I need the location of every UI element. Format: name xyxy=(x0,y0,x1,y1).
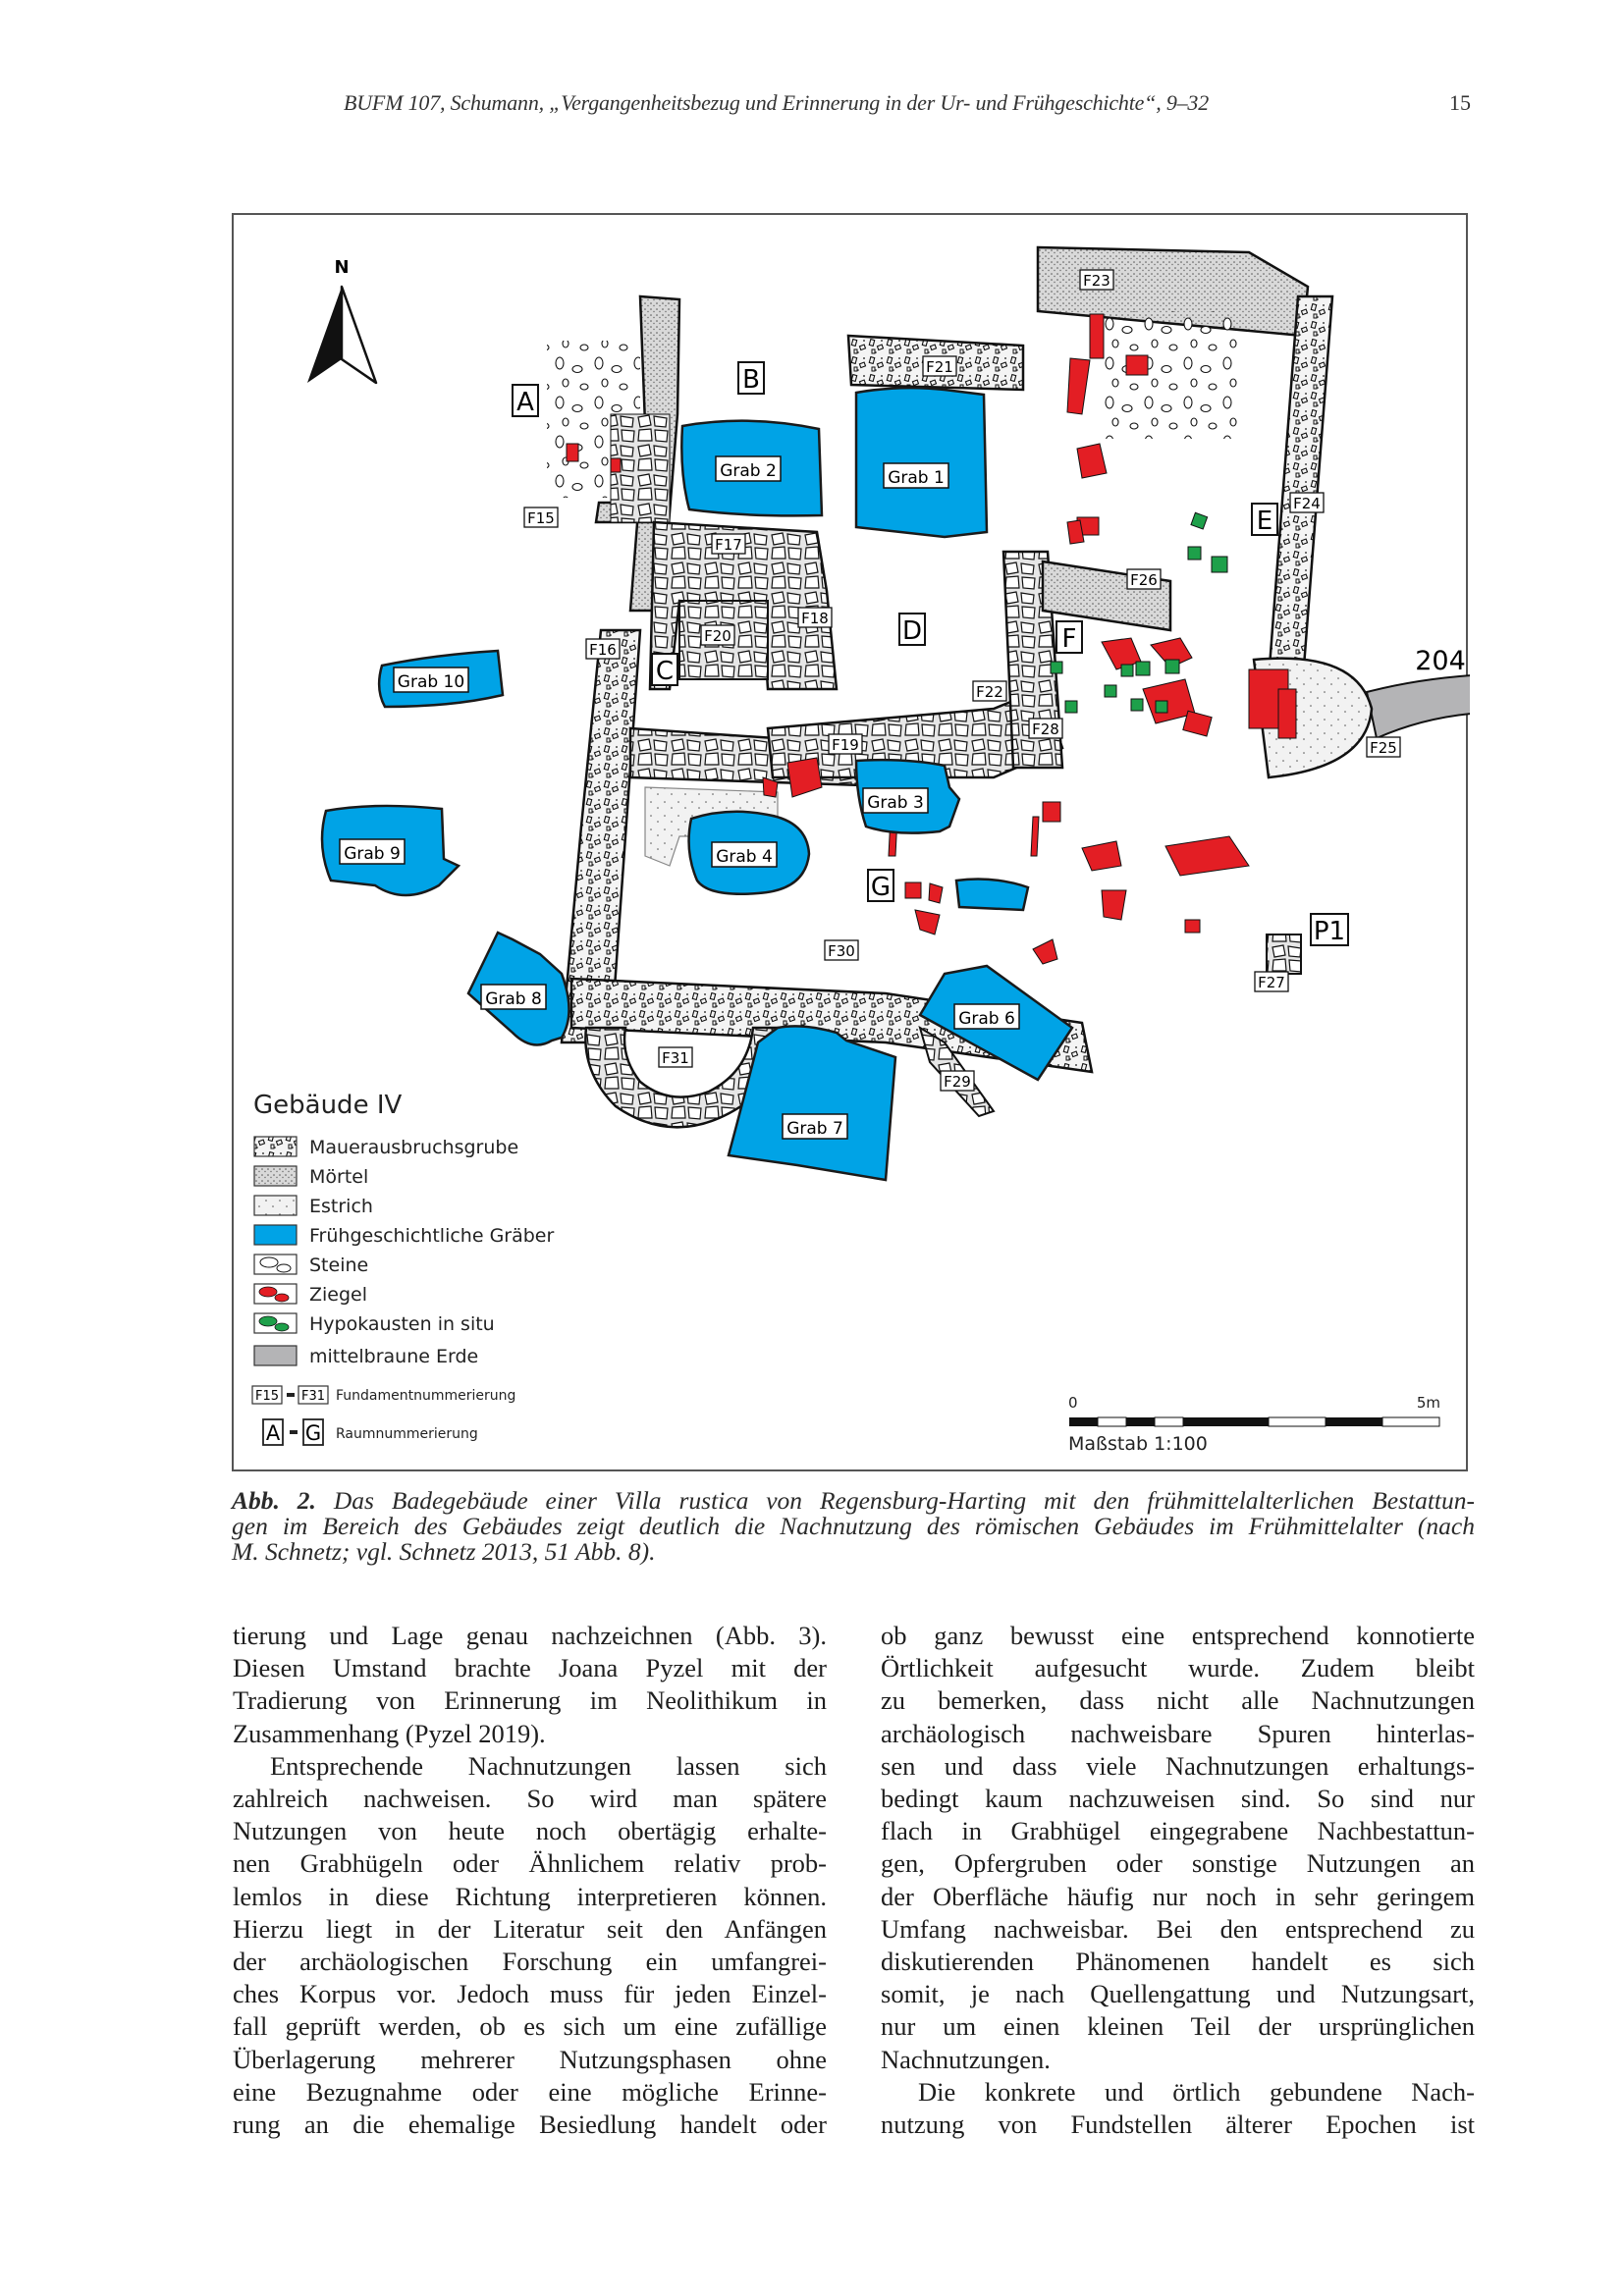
body-line: Überlagerung mehrerer Nutzungsphasen ohne xyxy=(233,2044,827,2074)
svg-text:B: B xyxy=(742,365,760,395)
grave-7-label xyxy=(783,1114,847,1139)
grave-3-label xyxy=(863,788,928,813)
legend-foundation-range xyxy=(252,1386,515,1404)
legend-label: mittelbraune Erde xyxy=(309,1346,479,1367)
f23-label xyxy=(1080,270,1113,290)
room-c-label xyxy=(652,654,677,686)
svg-text:F16: F16 xyxy=(589,641,617,659)
svg-text:F18: F18 xyxy=(801,610,829,627)
room-a-label xyxy=(513,385,538,417)
grave-2-label xyxy=(716,456,781,481)
body-line: Die konkrete und örtlich gebundene Nach- xyxy=(918,2076,1475,2107)
caption-line-2: gen im Bereich des Gebäudes zeigt deutlich die Nachnutzung des römischen Gebäudes im Frühmittelalter (nach xyxy=(232,1512,1475,1540)
figure-caption xyxy=(232,1488,1475,1565)
site-plan-map xyxy=(234,215,1470,1473)
legend-swatch-erde xyxy=(254,1346,297,1365)
body-line: rung an die ehemalige Besiedlung handelt oder xyxy=(233,2109,827,2140)
svg-text:G: G xyxy=(304,1421,322,1445)
f15-label xyxy=(524,507,558,527)
legend-label: Estrich xyxy=(309,1196,373,1217)
caption-line-3: M. Schnetz; vgl. Schnetz 2013, 51 Abb. 8). xyxy=(232,1537,656,1566)
f28-label xyxy=(1029,719,1062,738)
svg-text:F15: F15 xyxy=(254,1389,280,1404)
legend-swatch-ziegel xyxy=(254,1284,297,1304)
grave-4-label xyxy=(712,842,777,867)
f17-label xyxy=(712,534,745,554)
f22-label xyxy=(973,681,1006,701)
legend-title: Gebäude IV xyxy=(253,1091,403,1120)
body-line: bedingt kaum nachzuweisen sind. So sind nur xyxy=(881,1784,1475,1814)
grave-9-label xyxy=(340,839,405,864)
svg-text:F17: F17 xyxy=(715,536,742,554)
body-line: zu bemerken, dass nicht alle Nachnutzungen xyxy=(881,1685,1475,1716)
f25-label xyxy=(1367,737,1400,757)
body-line: somit, je nach Quellengattung und Nutzungsart, xyxy=(881,1979,1475,2009)
legend-swatch-steine xyxy=(254,1255,297,1274)
body-line: Örtlichkeit aufgesucht wurde. Zudem bleibt xyxy=(881,1653,1475,1683)
svg-text:F26: F26 xyxy=(1130,571,1158,589)
svg-text:F27: F27 xyxy=(1258,974,1285,991)
svg-text:Grab 4: Grab 4 xyxy=(716,847,773,867)
grave-1-shape xyxy=(856,388,987,537)
body-line: Tradierung von Erinnerung im Neolithikum in xyxy=(233,1685,827,1716)
svg-text:P1: P1 xyxy=(1313,917,1346,946)
grave-10-label xyxy=(394,667,468,692)
grave-5-shape xyxy=(956,880,1028,910)
svg-text:A: A xyxy=(516,388,534,417)
body-line: gen, Opfergruben oder sonstige Nutzungen an xyxy=(881,1848,1475,1879)
legend-label: Mauerausbruchsgrube xyxy=(309,1137,519,1158)
body-line: fall geprüft werden, ob es sich um eine zufällige xyxy=(233,2011,827,2042)
legend-label: Ziegel xyxy=(309,1284,368,1306)
f20-label xyxy=(701,625,734,645)
room-g-label xyxy=(868,870,893,902)
f26-label xyxy=(1127,569,1161,589)
f19-label xyxy=(829,734,862,754)
room-b-label xyxy=(738,362,764,395)
body-line: Zusammenhang (Pyzel 2019). xyxy=(233,1718,546,1748)
north-label: N xyxy=(334,257,350,278)
svg-text:F29: F29 xyxy=(944,1073,971,1091)
legend xyxy=(252,1091,554,1445)
legend-label: Mörtel xyxy=(309,1166,369,1188)
wall-f24 xyxy=(1269,296,1332,679)
legend-room-range xyxy=(263,1419,478,1445)
svg-text:F21: F21 xyxy=(926,358,953,376)
svg-text:Grab 8: Grab 8 xyxy=(485,989,542,1009)
road-number-label: 204 xyxy=(1415,646,1466,676)
f16-label xyxy=(586,639,620,659)
body-line: lemlos in diese Richtung interpretieren können. xyxy=(233,1881,827,1911)
body-line: nur um einen kleinen Teil der ursprünglichen xyxy=(881,2011,1475,2042)
svg-text:F20: F20 xyxy=(704,627,731,645)
grave-6-label xyxy=(954,1004,1019,1029)
room-f-label xyxy=(1056,621,1082,654)
caption-label: Abb. 2. xyxy=(232,1486,316,1515)
body-line: eine Bezugnahme oder eine mögliche Erinne- xyxy=(233,2076,827,2107)
running-header: BUFM 107, Schumann, „Vergangenheitsbezug und Erinnerung in der Ur- und Frühgeschichte“, 9–32 xyxy=(344,90,1210,115)
f31-label xyxy=(659,1047,692,1067)
room-e-label xyxy=(1252,504,1277,536)
svg-text:F22: F22 xyxy=(976,683,1003,701)
body-line: Diesen Umstand brachte Joana Pyzel mit der xyxy=(233,1653,827,1683)
legend-swatch-graeber xyxy=(254,1225,297,1245)
body-line: Hierzu liegt in der Literatur seit den Anfängen xyxy=(233,1913,827,1944)
legend-swatch-mauerausbruchsgrube xyxy=(254,1137,297,1156)
f27-label xyxy=(1255,972,1288,991)
legend-swatch-moertel xyxy=(254,1166,297,1186)
svg-text:D: D xyxy=(901,616,923,646)
scale-end: 5m xyxy=(1416,1394,1440,1412)
f30-label xyxy=(825,940,858,960)
body-line: diskutierenden Phänomenen handelt es sich xyxy=(881,1947,1475,1977)
legend-swatch-hypokausten xyxy=(254,1313,297,1333)
hypocaust-stones-e xyxy=(1102,311,1239,439)
svg-text:Grab 9: Grab 9 xyxy=(344,844,401,864)
site-plan-figure xyxy=(232,213,1468,1471)
legend-label: Steine xyxy=(309,1255,369,1276)
pit-f27 xyxy=(1267,934,1301,974)
body-line: zahlreich nachweisen. So wird man spätere xyxy=(233,1784,827,1814)
svg-text:Grab 1: Grab 1 xyxy=(888,468,945,488)
graves xyxy=(322,388,1072,1180)
svg-text:Grab 6: Grab 6 xyxy=(958,1009,1015,1029)
svg-text:Grab 2: Grab 2 xyxy=(720,461,777,481)
svg-text:F25: F25 xyxy=(1370,739,1397,757)
legend-label: Hypokausten in situ xyxy=(309,1313,495,1335)
page-number: 15 xyxy=(1449,90,1471,115)
svg-text:A: A xyxy=(265,1421,281,1445)
scale-start: 0 xyxy=(1068,1394,1078,1412)
body-line: Umfang nachweisbar. Bei den entsprechend zu xyxy=(881,1913,1475,1944)
room-d-label xyxy=(899,614,925,646)
scale-label: Maßstab 1:100 xyxy=(1068,1433,1208,1455)
scale-bar xyxy=(1068,1394,1440,1455)
body-column-left xyxy=(233,1620,827,2141)
grave-8-label xyxy=(481,985,546,1009)
svg-text:Fundamentnummerierung: Fundamentnummerierung xyxy=(336,1388,516,1404)
body-line: ches Korpus vor. Jedoch muss für jeden Einzel- xyxy=(233,1979,827,2009)
svg-text:Raumnummerierung: Raumnummerierung xyxy=(336,1426,478,1442)
body-line: ob ganz bewusst eine entsprechend konnotierte xyxy=(881,1621,1475,1650)
body-line: Entsprechende Nachnutzungen lassen sich xyxy=(270,1750,827,1781)
body-line: sen und dass viele Nachnutzungen erhaltungs- xyxy=(881,1750,1475,1781)
body-line: archäologisch nachweisbare Spuren hinterlas- xyxy=(881,1718,1475,1748)
svg-text:F19: F19 xyxy=(832,736,859,754)
body-line: Nutzungen von heute noch obertägig erhalte- xyxy=(233,1816,827,1846)
svg-text:F31: F31 xyxy=(662,1049,689,1067)
body-line: der archäologischen Forschung ein umfangrei- xyxy=(233,1947,827,1977)
body-line: tierung und Lage genau nachzeichnen (Abb. 3). xyxy=(233,1621,827,1650)
svg-text:C: C xyxy=(655,657,675,686)
road-204-earth xyxy=(1367,675,1470,738)
svg-text:F: F xyxy=(1061,624,1077,654)
north-arrow-icon xyxy=(307,287,376,383)
body-line: nen Grabhügeln oder Ähnlichem relativ prob- xyxy=(233,1848,827,1879)
svg-text:F31: F31 xyxy=(300,1389,326,1404)
legend-label: Frühgeschichtliche Gräber xyxy=(309,1225,555,1247)
caption-line-1: Das Badegebäude einer Villa rustica von Regensburg-Harting mit den frühmittelalterlichen Bestattun- xyxy=(333,1486,1476,1515)
svg-text:F23: F23 xyxy=(1083,272,1110,290)
body-line: flach in Grabhügel eingegrabene Nachbestattun- xyxy=(881,1816,1475,1846)
svg-text:F15: F15 xyxy=(527,509,555,527)
grave-1-label xyxy=(884,463,948,488)
legend-swatch-estrich xyxy=(254,1196,297,1215)
body-line: der Oberfläche häufig nur noch in sehr geringem xyxy=(881,1881,1475,1911)
body-column-right xyxy=(881,1620,1475,2141)
body-line: nutzung von Fundstellen älterer Epochen ist xyxy=(881,2109,1475,2140)
svg-text:Grab 10: Grab 10 xyxy=(397,672,465,692)
f21-label xyxy=(923,356,956,376)
f18-label xyxy=(798,608,832,627)
body-line: Nachnutzungen. xyxy=(881,2044,1051,2074)
room-p1-label xyxy=(1311,914,1348,946)
svg-text:E: E xyxy=(1256,507,1273,536)
svg-text:F30: F30 xyxy=(828,942,855,960)
svg-text:F24: F24 xyxy=(1293,495,1321,512)
svg-text:G: G xyxy=(870,873,892,902)
f29-label xyxy=(941,1071,974,1091)
f24-label xyxy=(1290,493,1324,512)
svg-text:Grab 7: Grab 7 xyxy=(786,1119,843,1139)
svg-text:Grab 3: Grab 3 xyxy=(867,793,924,813)
svg-text:F28: F28 xyxy=(1032,721,1059,738)
